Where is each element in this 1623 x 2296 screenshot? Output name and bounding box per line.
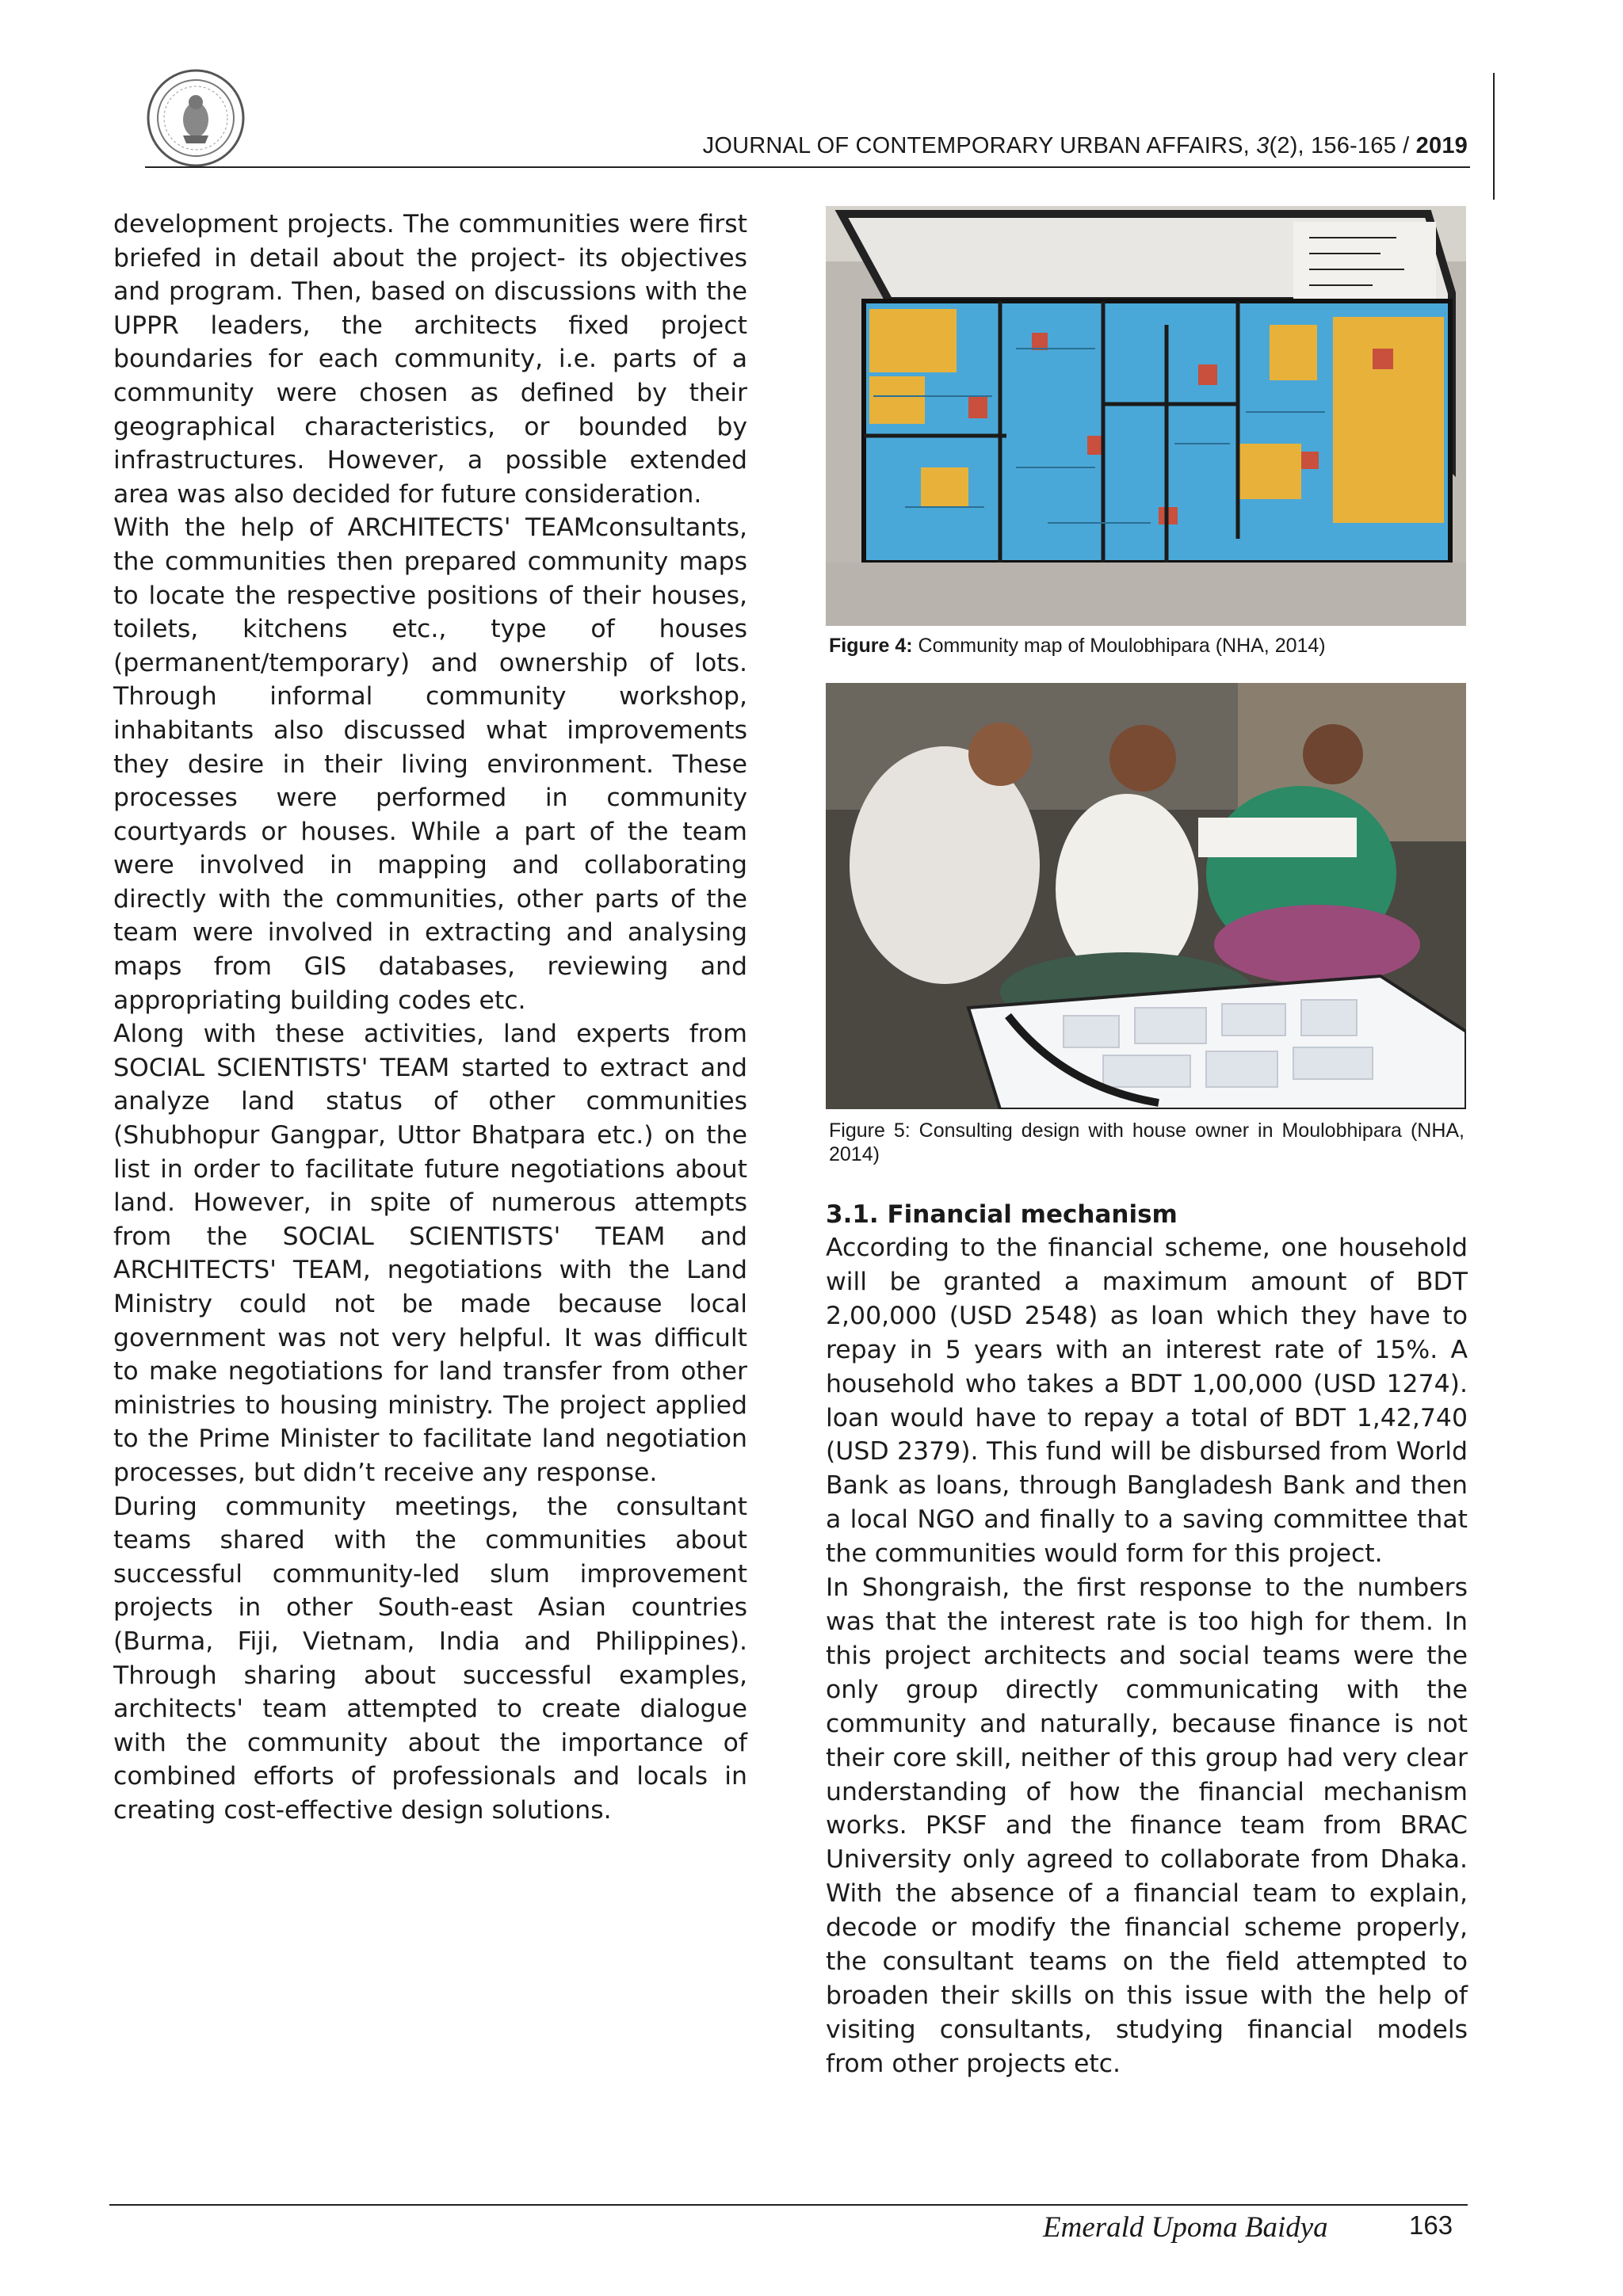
body-paragraph: According to the financial scheme, one household will be granted a maximum amount of BDT 2,00,000 (USD 2548) as loan which they have to repay in 5 years with an interest rate of 15%. A household who takes a BDT 1,00,000 (USD 1274). loan would have to repay a total of BDT 1,42,740 (USD 2379). This fund will be disbursed from World Bank as loans, through Bangladesh Bank and then a local NGO and finally to a saving committee that the communities would form for this project. (826, 1234, 1468, 1569)
body-paragraph: In Shongraish, the first response to the numbers was that the interest rate is too high for them. In this project architects and social teams were the only group directly communicating with the community and naturally, because finance is not their core skill, neither of this group had very clear understanding of how the financial mechanism works. PKSF and the finance team from BRAC University only agreed to collaborate from Dhaka. With the absence of a financial team to explain, decode or modify the financial scheme properly, the consultant teams on the field attempted to broaden their skills on this issue with the help of visiting consultants, studying financial models from other projects etc. (826, 1573, 1468, 2078)
header-vertical-rule (1493, 73, 1495, 200)
journal-seal-icon (145, 67, 246, 169)
body-paragraph: Along with these activities, land experts from SOCIAL SCIENTISTS' TEAM started to extract and analyze land status of other communities (Shubhopur Gangpar, Uttor Bhatpara etc.) on the list in order to facilitate future negotiations about land. However, in spite of numerous attempts from the SOCIAL SCIENTISTS' TEAM and ARCHITECTS' TEAM, negotiations with the Land Ministry could not be made because local government was not very helpful. It was difficult to make negotiations for land transfer from other ministries to housing ministry. The project applied to the Prime Minister to facilitate land negotiation processes, but didn’t receive any response. (113, 1020, 747, 1487)
body-paragraph: With the help of ARCHITECTS' TEAMconsultants, the communities then prepared community maps to locate the respective positions of their houses, toilets, kitchens etc., type of houses (permanent/temporary) and ownership of lots. Through informal community workshop, inhabitants also discussed what improvements they desire in their living environment. These processes were performed in community courtyards or houses. While a part of the team were involved in mapping and collaborating directly with the communities, other parts of the team were involved in extracting and analysing maps from GIS databases, reviewing and appropriating building codes etc. (113, 513, 747, 1015)
figure-5-caption: Figure 5: Consulting design with house owner in Moulobhipara (NHA, 2014) (829, 1119, 1465, 1165)
page-number: 163 (1409, 2210, 1453, 2240)
footer-rule (109, 2204, 1468, 2206)
header-rule (145, 166, 1470, 168)
body-paragraph: During community meetings, the consultant teams shared with the communities about successful community-led slum improvement projects in other South-east Asian countries (Burma, Fiji, Vietnam, India and Philippines). Through sharing about successful examples, architects' team attempted to create dialogue with the community about the importance of combined efforts of professionals and locals in creating cost-effective design solutions. (113, 1492, 747, 1825)
section-heading-financial-mechanism: 3.1. Financial mechanism (826, 1200, 1178, 1229)
running-head: JOURNAL OF CONTEMPORARY URBAN AFFAIRS, 3(2), 156-165 / 2019 (702, 133, 1468, 158)
figure-5-consulting-photo (826, 683, 1466, 1109)
figure-4-community-map (826, 206, 1466, 626)
body-paragraph: development projects. The communities were first briefed in detail about the project- its objectives and program. Then, based on discussions with the UPPR leaders, the architects fixed project boundaries for each community, i.e. parts of a community were chosen as defined by their geographical characteristics, or bounded by infrastructures. However, a possible extended area was also decided for future consideration. (113, 210, 747, 509)
footer-author: Emerald Upoma Baidya (1043, 2211, 1328, 2244)
right-column (826, 1231, 1468, 2081)
figure-4-caption: Figure 4: Community map of Moulobhipara (NHA, 2014) (829, 635, 1326, 657)
left-column (113, 208, 747, 1828)
